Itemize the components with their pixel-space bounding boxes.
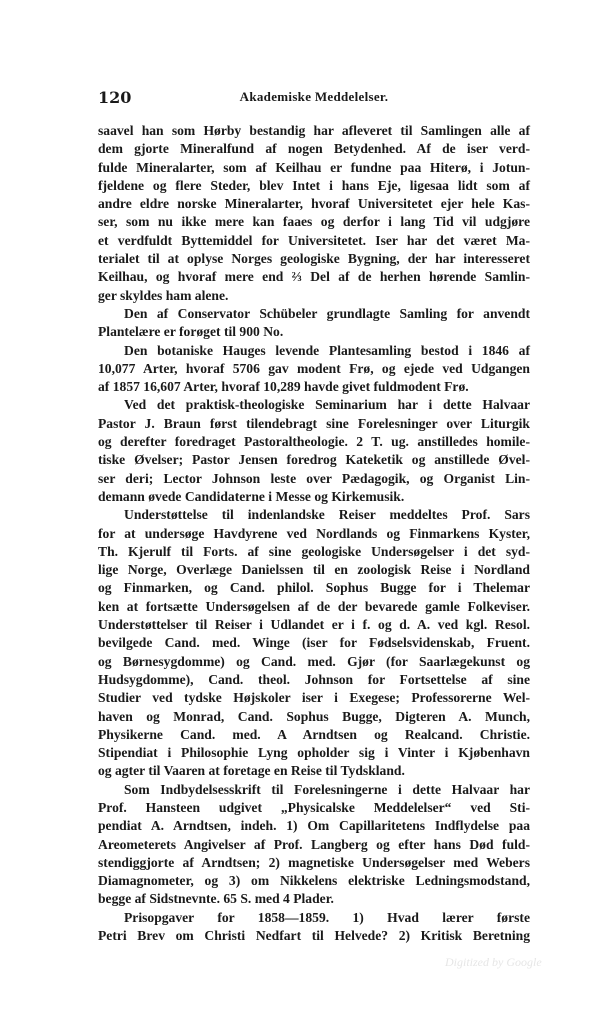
text-line: Den botaniske Hauges levende Plantesamling bestod i 1846 af (124, 342, 530, 358)
page-header (98, 88, 530, 108)
text-line: Den af Conservator Schübeler grundlagte Samling for anvendt (124, 305, 530, 321)
text-line: andre eldre norske Mineralarter, hvoraf Universitetet ejer hele Kas- (98, 196, 530, 212)
text-line: og Børnesygdomme) og Cand. med. Gjør (for Saarlægekunst og (98, 653, 530, 669)
text-line: dem gjorte Mineralfund af nogen Betydenhed. Af de iser verd- (98, 141, 530, 157)
text-line: Stipendiat i Philosophie Lyng opholder sig i Vinter i Kjøbenhavn (98, 745, 530, 761)
text-line: ser, som nu ikke mere kan faaes og derfor i lang Tid vil udgjøre (98, 214, 530, 230)
text-line: Hudsygdomme), Cand. theol. Johnson for Fortsettelse af sine (98, 671, 530, 687)
text-line: haven og Monrad, Cand. Sophus Bugge, Digteren A. Munch, (98, 708, 530, 724)
text-line: og agter til Vaaren at foretage en Reise til Tydskland. (98, 763, 405, 779)
text-line: fulde Mineralarter, som af Keilhau er fundne paa Hiterø, i Jotun- (98, 159, 530, 175)
text-line: Studier ved tydske Højskoler iser i Exegese; Professorerne Wel- (98, 690, 530, 706)
text-line: Understøttelse til indenlandske Reiser meddeltes Prof. Sars (124, 507, 530, 523)
text-line: Petri Brev om Christi Nedfart til Helvede? 2) Kritisk Beretning (98, 928, 530, 944)
text-line: ser deri; Lector Johnson leste over Pædagogik, og Organist Lin- (98, 470, 530, 486)
text-line: Plantelære er forøget til 900 No. (98, 324, 284, 340)
text-line: saavel han som Hørby bestandig har afleveret til Samlingen alle af (98, 123, 530, 138)
text-line: bevilgede Cand. med. Winge (iser for Fødselsvidenskab, Fruent. (98, 635, 530, 651)
text-line: et verdfuldt Byttemiddel for Universitetet. Iser har det været Ma- (98, 232, 530, 248)
text-line: demann øvede Candidaterne i Messe og Kirkemusik. (98, 488, 405, 504)
text-line: Ved det praktisk-theologiske Seminarium har i dette Halvaar (124, 397, 530, 413)
text-line: pendiat A. Arndtsen, indeh. 1) Om Capillaritetens Indflydelse paa (98, 818, 530, 834)
page-body-text (98, 122, 530, 945)
text-line: ger skyldes ham alene. (98, 287, 229, 303)
text-line: ken at fortsætte Undersøgelsen af de der bevarede gamle Folkeviser. (98, 598, 530, 614)
text-line: og derefter foredraget Pastoraltheologie. 2 T. ug. anstilledes homile- (98, 434, 530, 450)
text-line: tiske Øvelser; Pastor Jensen foredrog Kateketik og anstillede Øvel- (98, 452, 530, 468)
text-line: for at undersøge Havdyrene ved Nordlands og Finmarkens Kyster, (98, 525, 530, 541)
text-line: stendiggjorte af Arndtsen; 2) magnetiske Undersøgelser med Webers (98, 854, 530, 870)
text-line: Keilhau, og hvoraf mere end ⅔ Del af de herhen hørende Samlin- (98, 269, 530, 285)
watermark: Digitized by Google (445, 955, 542, 969)
text-line: Diamagnometer, og 3) om Nikkelens elektriske Ledningsmodstand, (98, 873, 530, 889)
text-line: Prof. Hansteen udgivet „Physicalske Meddelelser“ ved Sti- (98, 799, 530, 815)
page-number: 120 (98, 88, 132, 107)
text-line: Pastor J. Braun først tilendebragt sine Forelesninger over Liturgik (98, 415, 530, 431)
text-line: Areometerets Angivelser af Prof. Langberg og efter hans Død fuld- (98, 836, 530, 852)
text-line: 10,077 Arter, hvoraf 5706 gav modent Frø, og ejede ved Udgangen (98, 360, 530, 376)
text-line: begge af Sidstnevnte. 65 S. med 4 Plader. (98, 891, 334, 907)
text-line: Understøttelser til Reiser i Udlandet er i f. og d. A. ved kgl. Resol. (98, 617, 530, 633)
text-line: Th. Kjerulf til Forts. af sine geologiske Undersøgelser i det syd- (98, 543, 530, 559)
text-line: fjeldene og flere Steder, blev Intet i hans Eje, ligesaa lidt som af (98, 177, 530, 193)
text-line: Som Indbydelsesskrift til Forelesningerne i dette Halvaar har (124, 781, 530, 797)
text-line: terialet til at oplyse Norges geologiske Bygning, der har interesseret (98, 251, 530, 267)
running-title: Akademiske Meddelelser. (239, 89, 389, 104)
text-line: Physikerne Cand. med. A Arndtsen og Realcand. Christie. (98, 726, 530, 742)
text-line: lige Norge, Overlæge Danielssen til en zoologisk Reise i Nordland (98, 562, 530, 578)
text-line: Prisopgaver for 1858—1859. 1) Hvad lærer første (124, 909, 530, 925)
text-line: af 1857 16,607 Arter, hvoraf 10,289 havde givet fuldmodent Frø. (98, 379, 469, 395)
text-line: og Finmarken, og Cand. philol. Sophus Bugge for i Thelemar (98, 580, 530, 596)
